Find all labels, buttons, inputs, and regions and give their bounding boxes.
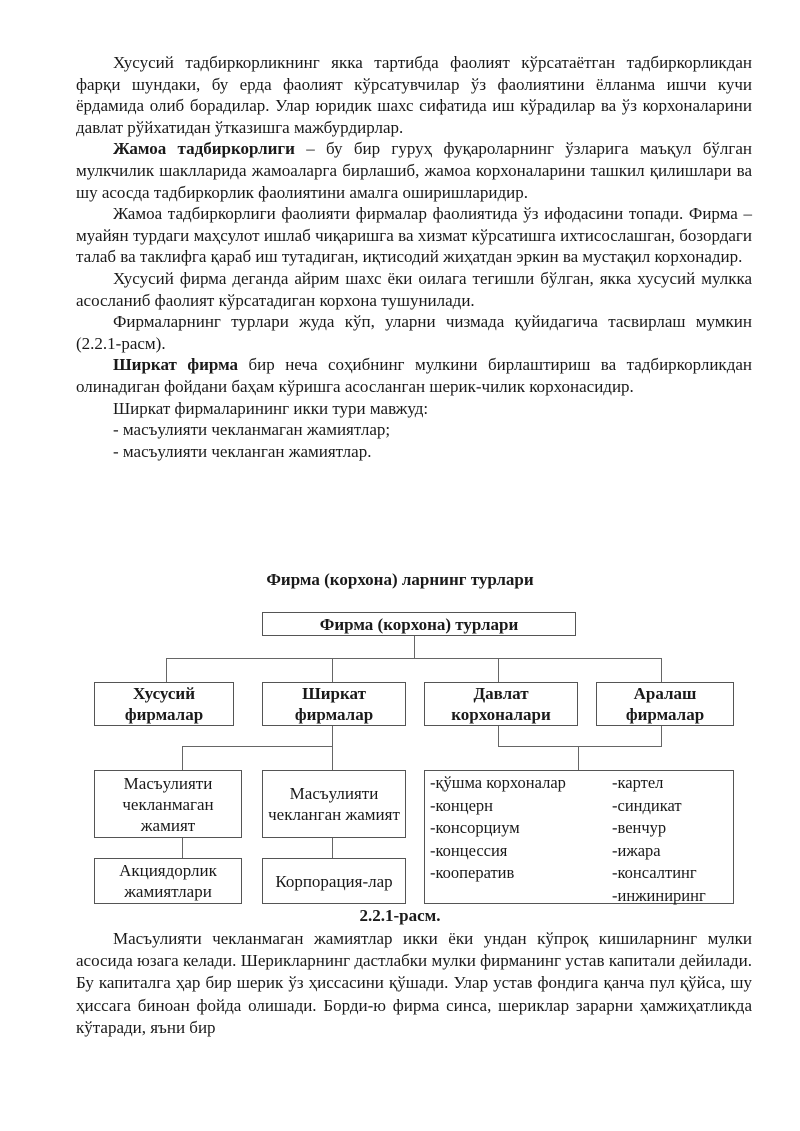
category-box-partnership: Ширкат фирмалар — [262, 682, 406, 726]
category-box-private: Хусусий фирмалар — [94, 682, 234, 726]
paragraph: Хусусий тадбиркорликнинг якка тартибда фаолият кўрсатаётган тадбиркорликдан фарқи шундаки, бу ерда фаолият кўрсатувчилар ўз фаолиятини ёлланма ишчи кучи ёрдамида олиб борадилар. Улар юридик шахс сифатида иш кўрадилар ва ўз корхоналарини давлат рўйхатидан ўтказишга мажбурдирлар. — [76, 53, 752, 137]
paragraph — [76, 354, 752, 397]
list-item: -концерн — [430, 795, 493, 815]
list-item: - масъулияти чекланмаган жамиятлар; — [113, 420, 391, 440]
list-item: -консорциум — [430, 818, 520, 837]
paragraph: Фирмаларнинг турлари жуда кўп, уларни чизмада қуйидагича тасвирлаш мумкин (2.2.1-расм). — [76, 312, 752, 353]
connector-line — [332, 836, 333, 858]
connector-line — [182, 746, 333, 747]
list-item: -концессия — [430, 840, 508, 860]
list-item: -картел — [612, 773, 664, 792]
body-text-continued — [76, 928, 752, 1039]
paragraph: Ширкат фирмаларининг икки тури мавжуд: — [113, 398, 429, 418]
connector-line — [578, 746, 579, 770]
figure-title: Фирма (корхона) ларнинг турлари — [266, 570, 534, 589]
paragraph-text: – бу бир гуруҳ фуқароларнинг ўзларига маъқул бўлган мулкчилик шаклларида жамоаларга бирлашиб, жамоа корхоналарини ташкил қилишлари ва шу асосда тадбиркорлик фаолиятини амалга оширишларидир. — [76, 139, 752, 202]
paragraph: Масъулияти чекланмаган жамиятлар икки ёки ундан кўпроқ кишиларнинг мулки асосида юзага келади. Шерикларнинг дастлабки мулки фирманинг устав капитали дейилади. Бу капиталга ҳар бир шерик ўз ҳиссасини қўшади. Улар устав фондига қанча пул қўйса, шу ҳиссага биноан фойда олишади. Борди-ю фирма синса, шериклар зарарни ҳамжиҳатликда кўтаради, яъни бир — [76, 929, 752, 1037]
limited-liability-box: Масъулияти чекланган жамият — [262, 770, 406, 838]
connector-line — [332, 724, 333, 770]
list-item: -ижара — [612, 840, 661, 860]
corporations-box: Корпорация-лар — [262, 858, 406, 904]
list-item: -венчур — [612, 818, 667, 837]
term: Жамоа тадбиркорлиги — [113, 139, 295, 159]
enterprise-list-right — [612, 772, 706, 907]
term: Ширкат фирма — [113, 355, 239, 375]
list-item: -кооператив — [430, 863, 515, 882]
list-item: -синдикат — [612, 795, 682, 815]
connector-line — [332, 658, 333, 682]
connector-line — [414, 634, 415, 658]
list-item: -консалтинг — [612, 863, 697, 882]
paragraph: Жамоа тадбиркорлиги фаолияти фирмалар фаолиятида ўз ифодасини топади. Фирма – муайян турдаги маҳсулот ишлаб чиқаришга ва хизмат кўрсатишга ихтисослашган, бозордаги талаб ва таклифга қараб иш тутадиган, иқтисодий жиҳатдан эркин ва мустақил корхонадир. — [76, 204, 752, 267]
paragraph — [76, 138, 752, 203]
paragraph-text: бир неча соҳибнинг мулкини бирлаштириш ва тадбиркорликдан олинадиган фойдани баҳам кўришга асосланган шерик-чилик корхонасидир. — [76, 355, 752, 396]
list-item: -қўшма корхоналар — [430, 773, 566, 792]
figure-caption: 2.2.1-расм. — [359, 906, 441, 925]
unlimited-liability-box: Масъулияти чекланмаган жамият — [94, 770, 242, 838]
connector-line — [182, 746, 183, 770]
list-item: - масъулияти чекланган жамиятлар. — [113, 441, 372, 461]
category-box-mixed: Аралаш фирмалар — [596, 682, 734, 726]
connector-line — [166, 658, 662, 659]
connector-line — [498, 746, 662, 747]
connector-line — [661, 724, 662, 746]
enterprise-list-left — [430, 772, 566, 885]
connector-line — [661, 658, 662, 682]
root-box: Фирма (корхона) турлари — [262, 612, 576, 636]
connector-line — [166, 658, 167, 682]
connector-line — [498, 658, 499, 682]
list-item: -инжиниринг — [612, 885, 706, 905]
paragraph: Хусусий фирма деганда айрим шахс ёки оилага тегишли бўлган, якка хусусий мулкка асосланиб фаолият кўрсатадиган корхона тушунилади. — [76, 268, 752, 310]
connector-line — [182, 836, 183, 858]
category-box-state: Давлат корхоналари — [424, 682, 578, 726]
connector-line — [498, 724, 499, 746]
body-text — [76, 52, 752, 462]
joint-stock-box: Акциядорлик жамиятлари — [94, 858, 242, 904]
